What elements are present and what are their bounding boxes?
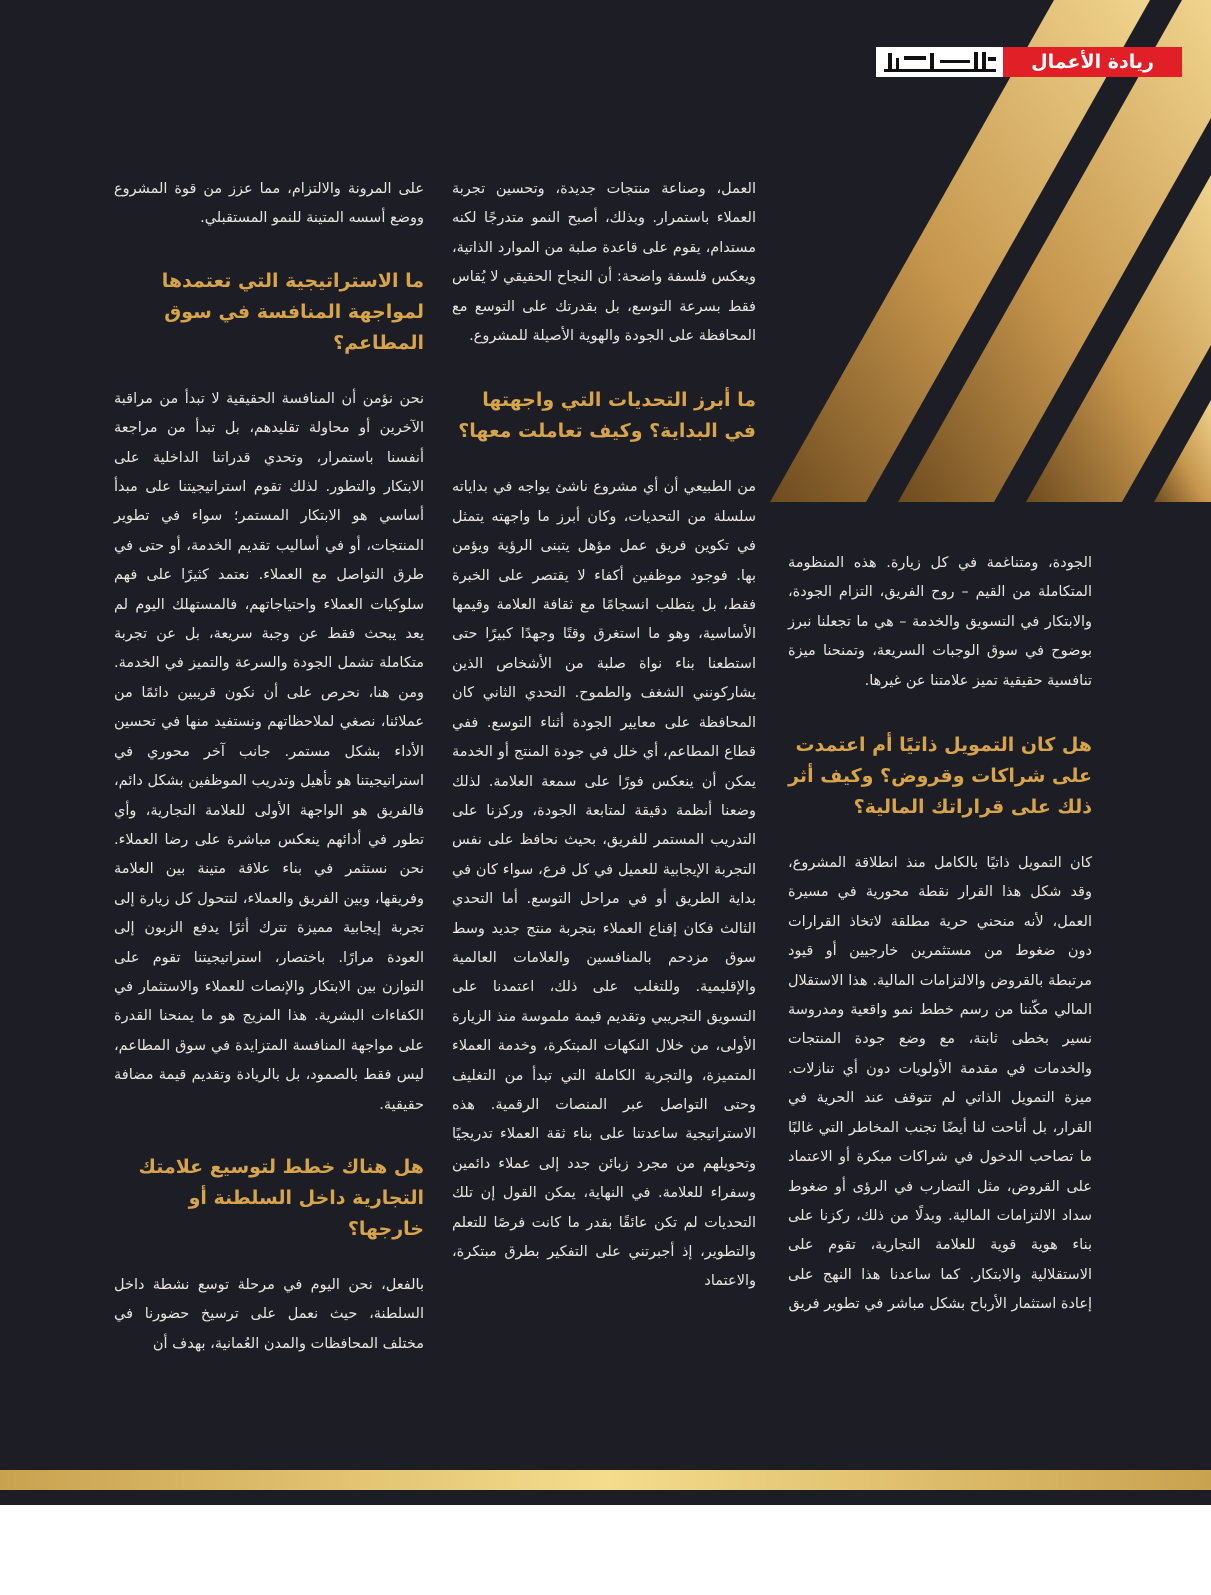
- paragraph: من الطبيعي أن أي مشروع ناشئ يواجه في بداياته سلسلة من التحديات، وكان أبرز ما واجهته يتمثل في تكوين فريق عمل مؤهل يتبنى الرؤية ويؤمن بها. فوجود موظفين أكفاء لا يقتصر على الخبرة فقط، بل يتطلب انسجامًا مع ثقافة العلامة وقيمها الأساسية، وهو ما استغرق وقتًا وجهدًا كبيرًا حتى استطعنا بناء نواة صلبة من الأشخاص الذين يشاركونني الشغف والطموح. التحدي الثاني كان المحافظة على معايير الجودة أثناء التوسع. ففي قطاع المطاعم، أي خلل في جودة المنتج أو الخدمة يمكن أن ينعكس فورًا على سمعة العلامة. لذلك وضعنا أنظمة دقيقة لمتابعة الجودة، وركزنا على التدريب المستمر للفريق، بحيث نحافظ على نفس التجربة الإيجابية للعميل في كل فرع، سواء كان في بداية الطريق أو في مراحل التوسع. أما التحدي الثالث فكان إقناع العملاء بتجربة منتج جديد وسط سوق مزدحم بالمنافسين والعلامات العالمية والإقليمية. وللتغلب على ذلك، اعتمدنا على التسويق التجريبي وتقديم قيمة ملموسة منذ الزيارة الأولى، من خلال النكهات المبتكرة، وخدمة العملاء المتميزة، والتجربة الكاملة التي تبدأ من التغليف وحتى التواصل عبر المنصات الرقمية. هذه الاستراتيجية ساعدتنا على بناء ثقة العملاء تدريجيًا وتحويلهم من مجرد زبائن جدد إلى عملاء دائمين وسفراء للعلامة. في النهاية، يمكن القول إن تلك التحديات لم تكن عائقًا بقدر ما كانت فرصًا للتعلم والتطوير، إذ أجبرتني على التفكير بطرق مبتكرة، والاعتماد: [452, 479, 756, 1290]
- paragraph: كان التمويل ذاتيًا بالكامل منذ انطلاقة المشروع، وقد شكل هذا القرار نقطة محورية في مسيرة العمل، لأنه منحني حرية مطلقة لاتخاذ القرارات دون ضغوط من مستثمرين خارجيين أو قيود مرتبطة بالقروض والالتزامات المالية. هذا الاستقلال المالي مكّننا من رسم خطط نمو واقعية ومدروسة نسير بخطى ثابتة، مع وضع جودة المنتجات والخدمات في مقدمة الأولويات دون أي تنازلات. ميزة التمويل الذاتي لم تتوقف عند الحرية في القرار، بل أتاحت لنا أيضًا تجنب المخاطر التي غالبًا ما تصاحب الدخول في شراكات مبكرة أو الاعتماد على القروض، مثل التضارب في الرؤى أو ضغوط سداد الالتزامات المالية. وبدلًا من ذلك، ركزنا على بناء هوية قوية للعلامة التجارية، تقوم على الاستقلالية والابتكار. كما ساعدنا هذا النهج على إعادة استثمار الأرباح بشكل مباشر في تطوير فريق: [788, 855, 1092, 1313]
- magazine-logo: [876, 47, 1003, 77]
- paragraph: الجودة، ومتناغمة في كل زيارة. هذه المنظومة المتكاملة من القيم – روح الفريق، التزام الجودة، والابتكار في التسويق والخدمة – هي ما تجعلنا نبرز بوضوح في سوق الوجبات السريعة، وتمنحنا ميزة تنافسية حقيقية تميز علامتنا عن غيرها.: [788, 555, 1092, 689]
- paragraph: نحن نؤمن أن المنافسة الحقيقية لا تبدأ من مراقبة الآخرين أو محاولة تقليدهم، بل تبدأ من مراجعة أنفسنا باستمرار، وتحدي قدراتنا الداخلية على الابتكار والتطور. لذلك تقوم استراتيجيتنا على مبدأ أساسي هو الابتكار المستمر؛ سواء في تطوير المنتجات، أو في أساليب تقديم الخدمة، أو حتى في طرق التواصل مع العملاء. نعتمد كثيرًا على فهم سلوكيات العملاء واحتياجاتهم، فالمستهلك اليوم لم يعد يبحث فقط عن وجبة سريعة، بل عن تجربة متكاملة تشمل الجودة والسرعة والتميز في الخدمة. ومن هنا، نحرص على أن نكون قريبين دائمًا من عملائنا، نصغي لملاحظاتهم ونستفيد منها في تحسين الأداء بشكل مستمر. جانب آخر محوري في استراتيجيتنا هو تأهيل وتدريب الموظفين بشكل دائم، فالفريق هو الواجهة الأولى للعلامة التجارية، وأي تطور في أدائهم ينعكس مباشرة على رضا العملاء. نحن نستثمر في بناء علاقة متينة بين العلامة وفريقها، وبين الفريق والعملاء، لتتحول كل زيارة إلى تجربة إيجابية مميزة تترك أثرًا يدفع الزبون إلى العودة مرارًا. باختصار، استراتيجيتنا تقوم على التوازن بين الابتكار والإنصات للعملاء والاستثمار في الكفاءات البشرية. هذا المزيج هو ما يمنحنا القدرة على مواجهة المنافسة المتزايدة في سوق المطاعم، ليس فقط بالصمود، بل بالريادة وتقديم قيمة مضافة حقيقية.: [114, 390, 424, 1113]
- page-header: [876, 47, 1182, 77]
- article-column-left: [114, 175, 424, 1359]
- paragraph: على المرونة والالتزام، مما عزز من قوة المشروع ووضع أسسه المتينة للنمو المستقبلي.: [114, 181, 424, 227]
- question-heading: ما أبرز التحديات التي واجهتها في البداية؟ وكيف تعاملت معها؟: [458, 389, 756, 443]
- gold-diagonal-stripes: [760, 0, 1211, 520]
- question-heading: هل هناك خطط لتوسيع علامتك التجارية داخل السلطنة أو خارجها؟: [138, 1155, 424, 1240]
- question-heading: ما الاستراتيجية التي تعتمدها لمواجهة المنافسة في سوق المطاعم؟: [161, 269, 424, 354]
- paragraph: العمل، وصناعة منتجات جديدة، وتحسين تجربة العملاء باستمرار. وبذلك، أصبح النمو متدرجًا لكنه مستدام، يقوم على قاعدة صلبة من الموارد الذاتية، ويعكس فلسفة واضحة: أن النجاح الحقيقي لا يُقاس فقط بسرعة التوسع، بل بقدرتك على التوسع مع المحافظة على الجودة والهوية الأصيلة للمشروع.: [452, 181, 756, 345]
- question-heading: هل كان التمويل ذاتيًا أم اعتمدت على شراكات وقروض؟ وكيف أثر ذلك على قراراتك المالية؟: [788, 734, 1092, 819]
- section-title: ريادة الأعمال: [1003, 47, 1182, 77]
- article-column-middle: [452, 175, 756, 1297]
- logo-wordmark-icon: [880, 48, 1000, 76]
- paragraph: بالفعل، نحن اليوم في مرحلة توسع نشطة داخل السلطنة، حيث نعمل على ترسيخ حضورنا في مختلف المحافظات والمدن العُمانية، بهدف أن: [114, 1276, 424, 1352]
- article-column-right: [788, 549, 1092, 1320]
- page-bottom-margin: [0, 1505, 1211, 1595]
- gold-footer-rule: [0, 1470, 1211, 1490]
